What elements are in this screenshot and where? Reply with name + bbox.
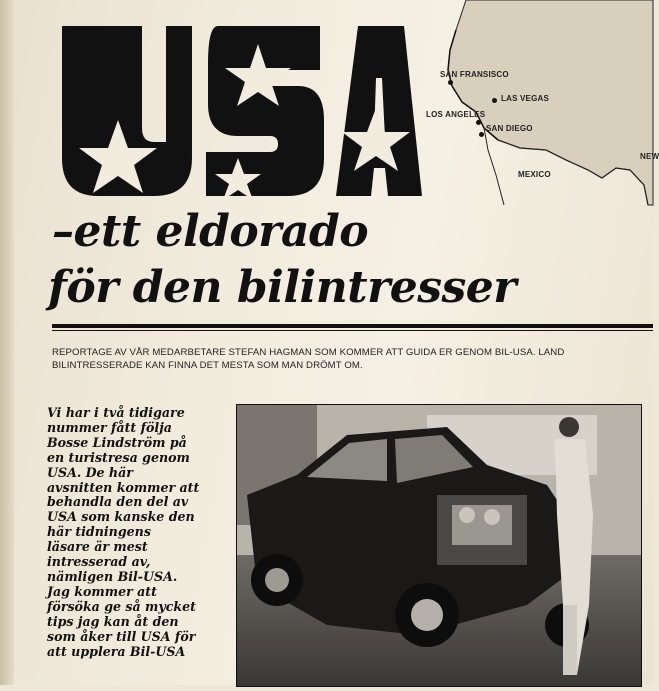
body-line: Jag kommer att <box>47 583 157 599</box>
headline-line-1: –ett eldorado <box>52 206 369 257</box>
city-label-san-diego: SAN DIEGO <box>486 124 533 133</box>
city-dot-las-vegas <box>492 98 497 103</box>
body-line: Vi har i två tidigare <box>47 405 185 420</box>
body-line: som åker till USA för <box>47 628 196 644</box>
intro-line-1: REPORTAGE AV VÅR MEDARBETARE STEFAN HAGMAN SOM KOMMER ATT GUIDA ER GENOM BIL-USA. LAND <box>52 347 565 358</box>
car-photo-illustration <box>237 405 641 686</box>
body-line: USA. De här <box>47 464 133 480</box>
city-label-los-angeles: LOS ANGELES <box>426 110 486 119</box>
body-line: en turistresa genom <box>47 449 190 465</box>
body-line: behandla den del av <box>47 494 189 510</box>
body-line: att upplera Bil-USA <box>47 643 186 659</box>
body-line: tips jag kan åt den <box>47 613 179 629</box>
body-column <box>47 406 232 659</box>
city-label-new: NEW <box>640 152 659 161</box>
body-line: avsnitten kommer att <box>47 479 200 495</box>
car-photo <box>236 404 642 687</box>
body-line: USA som kanske den <box>47 509 195 525</box>
body-line: intresserad av, <box>47 554 151 570</box>
usa-logo <box>58 8 422 204</box>
body-line: försöka ge så mycket <box>47 598 196 614</box>
body-line: nämligen Bil-USA. <box>47 568 178 584</box>
headline-rule-thin <box>52 330 653 331</box>
city-dot-san-diego <box>479 132 484 137</box>
page-edge <box>0 0 14 685</box>
city-label-las-vegas: LAS VEGAS <box>501 94 550 103</box>
body-line: Bosse Lindström på <box>47 434 187 450</box>
city-label-san-fransisco: SAN FRANSISCO <box>440 70 509 79</box>
city-dot-san-fransisco <box>448 80 453 85</box>
city-dot-los-angeles <box>476 120 481 125</box>
intro-text <box>52 347 653 372</box>
usa-map <box>426 0 659 205</box>
body-line: här tidningens <box>47 524 151 540</box>
headline-rule <box>52 324 653 328</box>
headline-line-2: för den bilintresser <box>48 262 516 313</box>
body-line: läsare är mest <box>47 539 148 555</box>
intro-line-2: BILINTRESSERADE KAN FINNA DET MESTA SOM MAN DRÖMT OM. <box>52 359 363 371</box>
body-line: nummer fått följa <box>47 419 172 435</box>
country-label-mexico: MEXICO <box>518 170 551 179</box>
